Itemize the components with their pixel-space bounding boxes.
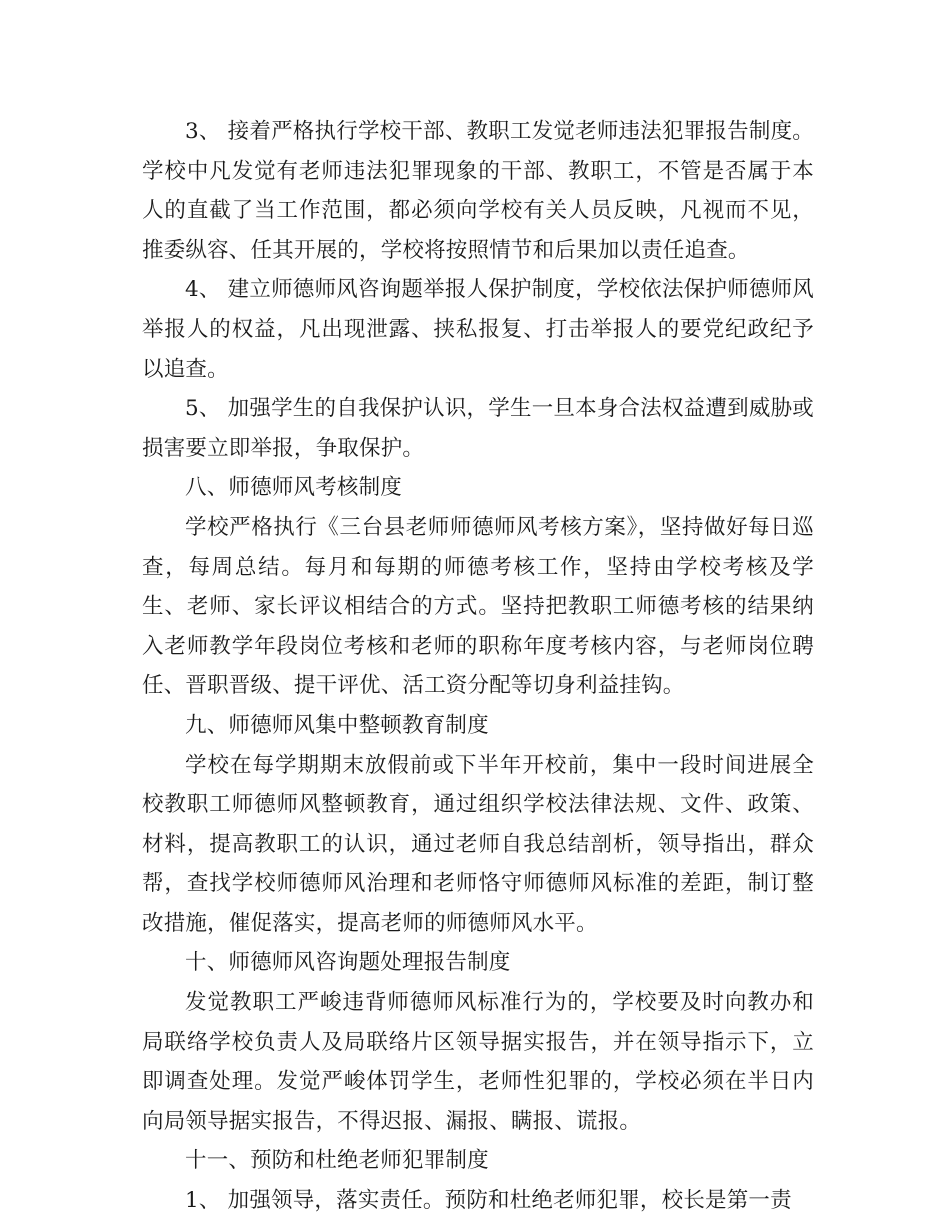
- paragraph-item-5: 5、 加强学生的自我保护认识，学生一旦本身合法权益遭到威胁或损害要立即举报，争取保护。: [142, 396, 814, 461]
- paragraph-item-4: 4、 建立师德师风咨询题举报人保护制度，学校依法保护师德师风举报人的权益，凡出现泄露、挟私报复、打击举报人的要党纪政纪予以追查。: [142, 277, 814, 382]
- document-body: [142, 112, 814, 1221]
- paragraph-section-10: 发觉教职工严峻违背师德师风标准行为的，学校要及时向教办和局联络学校负责人及局联络片区领导据实报告，并在领导指示下，立即调查处理。发觉严峻体罚学生，老师性犯罪的，学校必须在半日内向局领导据实报告，不得迟报、漏报、瞒报、谎报。: [142, 990, 814, 1134]
- paragraph-section-11-item-1: 1、 加强领导，落实责任。预防和杜绝老师犯罪，校长是第一责: [185, 1188, 792, 1214]
- paragraph-section-8: 学校严格执行《三台县老师师德师风考核方案》，坚持做好每日巡查，每周总结。每月和每期的师德考核工作，坚持由学校考核及学生、老师、家长评议相结合的方式。坚持把教职工师德考核的结果纳入老师教学年段岗位考核和老师的职称年度考核内容，与老师岗位聘任、晋职晋级、提干评优、活工资分配等切身利益挂钩。: [142, 514, 814, 699]
- section-heading-10: 十、师德师风咨询题处理报告制度: [185, 950, 511, 976]
- section-heading-9: 九、师德师风集中整顿教育制度: [185, 712, 489, 738]
- section-heading-8: 八、师德师风考核制度: [185, 475, 403, 501]
- section-heading-11: 十一、预防和杜绝老师犯罪制度: [185, 1148, 489, 1174]
- paragraph-item-3: 3、 接着严格执行学校干部、教职工发觉老师违法犯罪报告制度。学校中凡发觉有老师违法犯罪现象的干部、教职工，不管是否属于本人的直截了当工作范围，都必须向学校有关人员反映，凡视而不见，推委纵容、任其开展的，学校将按照情节和后果加以责任追查。: [142, 119, 814, 263]
- paragraph-section-9: 学校在每学期期末放假前或下半年开校前，集中一段时间进展全校教职工师德师风整顿教育，通过组织学校法律法规、文件、政策、材料，提高教职工的认识，通过老师自我总结剖析，领导指出，群众帮，查找学校师德师风治理和老师恪守师德师风标准的差距，制订整改措施，催促落实，提高老师的师德师风水平。: [142, 752, 814, 936]
